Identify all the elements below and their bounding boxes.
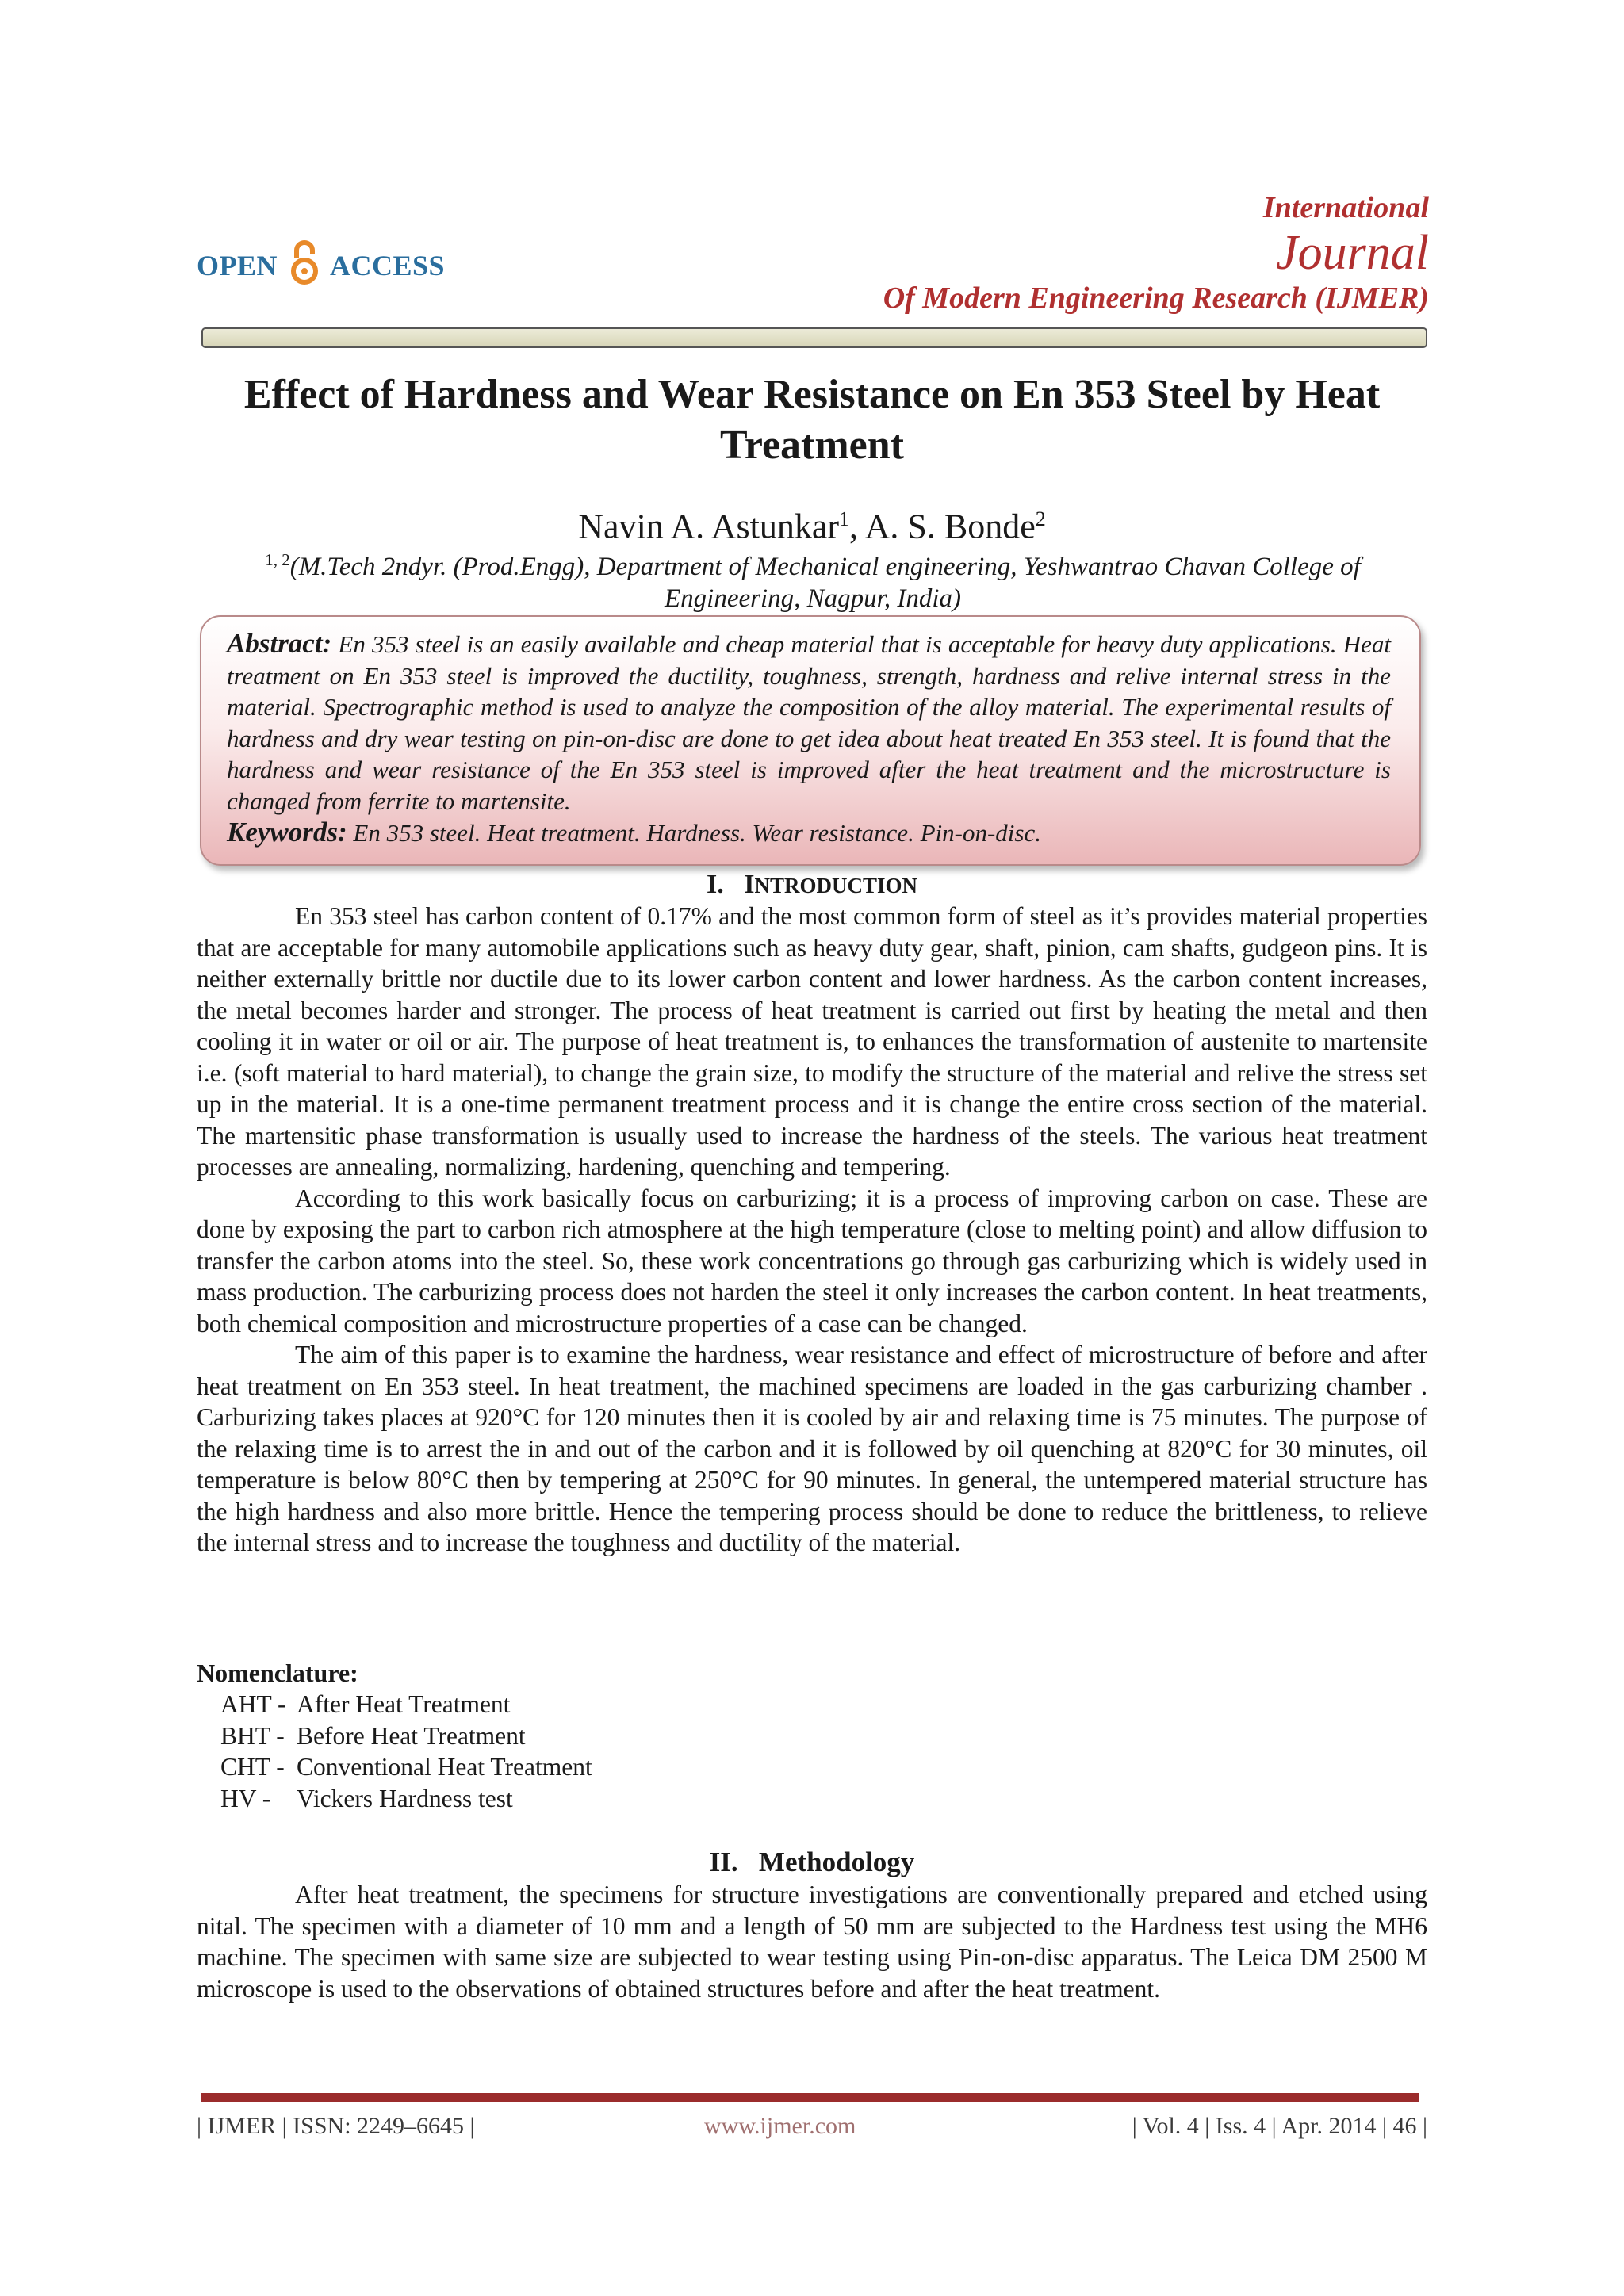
author-2-affil-mark: 2: [1035, 507, 1046, 530]
nomenclature-item: [220, 1720, 592, 1752]
intro-paragraph-3: The aim of this paper is to examine the hardness, wear resistance and effect of microstructure of before and after heat treatment on En 353 steel. In heat treatment, the machined specimens are loaded in the gas carburizing chamber . Carburizing takes places at 920°C for 120 minutes then it is cooled by air and relaxing time is 75 minutes. The purpose of the relaxing time is to arrest the in and out of the carbon and it is followed by oil quenching at 820°C for 30 minutes, oil temperature is below 80°C then by tempering at 250°C for 90 minutes. In general, the untempered material structure has the high hardness and also more brittle. Hence the tempering process should be done to reduce the brittleness, to relieve the internal stress and to increase the toughness and ductility of the material.: [197, 1341, 1427, 1556]
journal-name-block: [715, 190, 1429, 316]
nomenclature-def: Conventional Heat Treatment: [297, 1753, 592, 1781]
section-1-title-rest: NTRODUCTION: [754, 874, 917, 897]
open-access-logo: [197, 238, 445, 293]
section-2-heading: [197, 1846, 1427, 1879]
nomenclature-item: [220, 1751, 592, 1783]
journal-line-international: International: [1262, 191, 1429, 224]
affiliation-mark: 1, 2: [265, 550, 290, 569]
intro-paragraph-1: En 353 steel has carbon content of 0.17% and the most common form of steel as it’s provides material properties that are acceptable for many automobile applications such as heavy duty gear, shaft, pinion, cam shafts, gudgeon pins. It is neither externally brittle nor ductile due to its lower carbon content and lower hardness. As the carbon content increases, the metal becomes harder and stronger. The process of heat treatment is carried out first by heating the metal and then cooling it in water or oil or air. The purpose of heat treatment is, to enhances the transformation of austenite to martensite i.e. (soft material to hard material), to change the grain size, to modify the structure of the material and relive the stress set up in the material. It is a one-time permanent treatment process and it is change the entire cross section of the material. The martensitic phase transformation is usually used to increase the hardness of the steels. The various heat treatment processes are annealing, normalizing, hardening, quenching and tempering.: [197, 902, 1427, 1181]
section-2-body: [197, 1879, 1427, 2004]
footer-journal-issn: | IJMER | ISSN: 2249–6645 |: [197, 2113, 475, 2139]
nomenclature-item: [220, 1783, 592, 1815]
journal-line-subtitle: Of Modern Engineering Research (IJMER): [883, 281, 1429, 315]
nomenclature-abbr: CHT -: [220, 1753, 285, 1781]
author-separator: ,: [849, 507, 865, 546]
journal-line-journal: Journal: [1276, 226, 1429, 280]
footer-website-link[interactable]: www.ijmer.com: [704, 2113, 856, 2139]
footer-divider-bar: [201, 2093, 1419, 2102]
keywords-label: Keywords:: [227, 817, 347, 848]
author-1: Navin A. Astunkar: [578, 507, 840, 546]
section-1-heading: [197, 869, 1427, 901]
author-2: A. S. Bonde: [864, 507, 1036, 546]
author-affiliation: [222, 544, 1404, 614]
section-1-title-initial: I: [744, 870, 755, 899]
abstract-box: [200, 615, 1421, 866]
paper-authors: [190, 498, 1434, 549]
affiliation-text: (M.Tech 2ndyr. (Prod.Engg), Department of Mechanical engineering, Yeshwantrao Chavan College of Engineering, Nagpur, India): [289, 553, 1361, 613]
section-2-number: II.: [709, 1846, 738, 1877]
section-1-body: [197, 901, 1427, 1559]
nomenclature-def: Before Heat Treatment: [297, 1721, 526, 1750]
open-access-label-right: ACCESS: [330, 250, 446, 281]
intro-paragraph-2: According to this work basically focus on carburizing; it is a process of improving carbon on case. These are done by exposing the part to carbon rich atmosphere at the high temperature (close to melting point) and allow diffusion to transfer the carbon atoms into the steel. So, these work concentrations go through gas carburizing which is widely used in mass production. The carburizing process does not harden the steel it only increases the carbon content. In heat treatments, both chemical composition and microstructure properties of a case can be changed.: [197, 1184, 1427, 1337]
open-access-lock-icon: [290, 239, 319, 293]
nomenclature-abbr: AHT -: [220, 1690, 286, 1718]
section-1-number: I.: [707, 870, 724, 899]
keywords-text: En 353 steel. Heat treatment. Hardness. Wear resistance. Pin-on-disc.: [347, 819, 1041, 847]
section-2-title: Methodology: [758, 1846, 915, 1877]
nomenclature-heading: Nomenclature:: [197, 1659, 358, 1687]
open-access-label-left: OPEN: [197, 250, 278, 281]
methodology-paragraph: After heat treatment, the specimens for structure investigations are conventionally prepared and etched using nital. The specimen with a diameter of 10 mm and a length of 50 mm are subjected to the Hardness test using the MH6 machine. The specimen with same size are subjected to wear testing using Pin-on-disc apparatus. The Leica DM 2500 M microscope is used to the observations of obtained structures before and after the heat treatment.: [197, 1881, 1427, 2003]
paper-title: Effect of Hardness and Wear Resistance on En 353 Steel by Heat Treatment: [243, 372, 1381, 468]
nomenclature-list: [220, 1689, 592, 1814]
abstract-paragraph: [227, 628, 1391, 817]
author-1-affil-mark: 1: [839, 507, 850, 530]
header-divider-bar: [201, 327, 1427, 348]
nomenclature-item: [220, 1689, 592, 1720]
keywords-paragraph: [227, 817, 1391, 849]
nomenclature-def: Vickers Hardness test: [297, 1784, 513, 1812]
nomenclature-def: After Heat Treatment: [297, 1690, 511, 1718]
abstract-label: Abstract:: [227, 628, 332, 659]
nomenclature-abbr: BHT -: [220, 1721, 285, 1750]
abstract-text: En 353 steel is an easily available and cheap material that is acceptable for heavy duty applications. Heat treatment on En 353 steel is improved the ductility, toughness, strength, hardness and relive internal stress in the material. Spectrographic method is used to analyze the composition of the alloy material. The experimental results of hardness and dry wear testing on pin-on-disc are done to get idea about heat treated En 353 steel. It is found that the hardness and wear resistance of the En 353 steel is improved after the heat treatment and the microstructure is changed from ferrite to martensite.: [227, 630, 1391, 815]
nomenclature-abbr: HV -: [220, 1784, 271, 1812]
footer-volume-page: | Vol. 4 | Iss. 4 | Apr. 2014 | 46 |: [1132, 2113, 1427, 2139]
